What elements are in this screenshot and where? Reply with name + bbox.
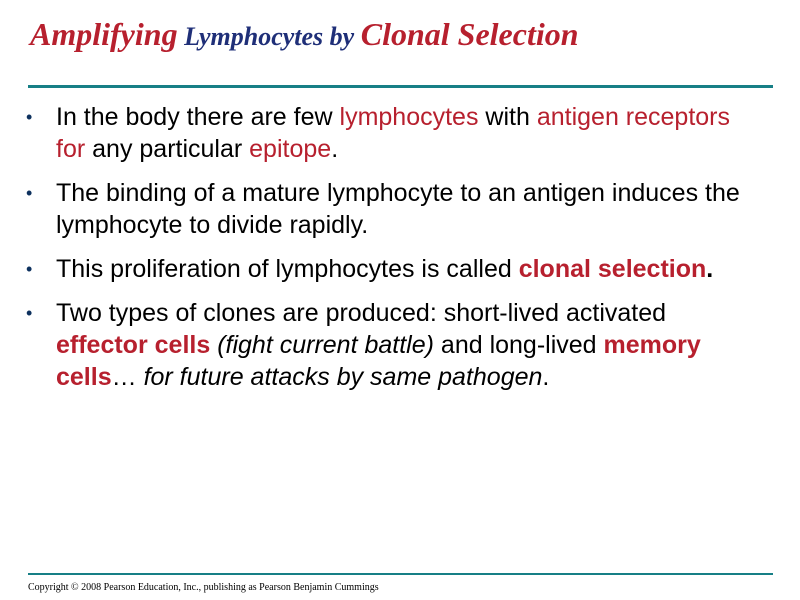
- title-part-clonal-selection: Clonal Selection: [360, 16, 579, 52]
- highlight-antigen-receptors: antigen receptors for: [56, 103, 731, 163]
- note-future-attacks: for future attacks by same pathogen: [143, 363, 543, 391]
- bullet-list: [26, 101, 761, 405]
- bullet-marker-icon: •: [26, 183, 33, 203]
- bullet-marker-icon: •: [26, 303, 33, 323]
- bullet-item-few-lymphocytes: [26, 101, 761, 165]
- footer-divider: [28, 573, 773, 575]
- slide-title: [30, 14, 579, 57]
- bullet-text: and long-lived: [433, 331, 604, 359]
- bullet-text: In the body there are few: [56, 103, 340, 131]
- bullet-text: The binding of a mature lymphocyte to an antigen induces the lymphocyte to divide rapidly.: [56, 179, 740, 239]
- highlight-memory-cells: memory cells: [56, 331, 701, 391]
- bullet-text: with: [478, 103, 537, 131]
- bullet-item-proliferation: [26, 253, 761, 285]
- bullet-text: any particular: [85, 135, 250, 163]
- title-part-amplifying: Amplifying: [30, 16, 178, 52]
- title-divider: [28, 85, 773, 88]
- highlight-epitope: epitope: [249, 135, 332, 163]
- bullet-text: .: [331, 135, 339, 163]
- bullet-marker-icon: •: [26, 107, 33, 127]
- highlight-effector-cells: effector cells: [56, 331, 211, 359]
- note-fight-current-battle: (fight current battle): [217, 331, 434, 359]
- bullet-text: .: [706, 255, 714, 283]
- bullet-item-clone-types: [26, 297, 761, 393]
- highlight-clonal-selection: clonal selection: [518, 255, 707, 283]
- bullet-text: This proliferation of lymphocytes is called: [56, 255, 519, 283]
- bullet-text: .: [542, 363, 550, 391]
- bullet-marker-icon: •: [26, 259, 33, 279]
- bullet-text: Two types of clones are produced: short-lived activated: [56, 299, 667, 327]
- bullet-item-binding: [26, 177, 761, 241]
- highlight-lymphocytes: lymphocytes: [339, 103, 479, 131]
- copyright-notice: Copyright © 2008 Pearson Education, Inc., publishing as Pearson Benjamin Cummings: [28, 582, 379, 593]
- bullet-text: …: [111, 363, 144, 391]
- title-part-lymphocytes-by: Lymphocytes by: [177, 22, 361, 51]
